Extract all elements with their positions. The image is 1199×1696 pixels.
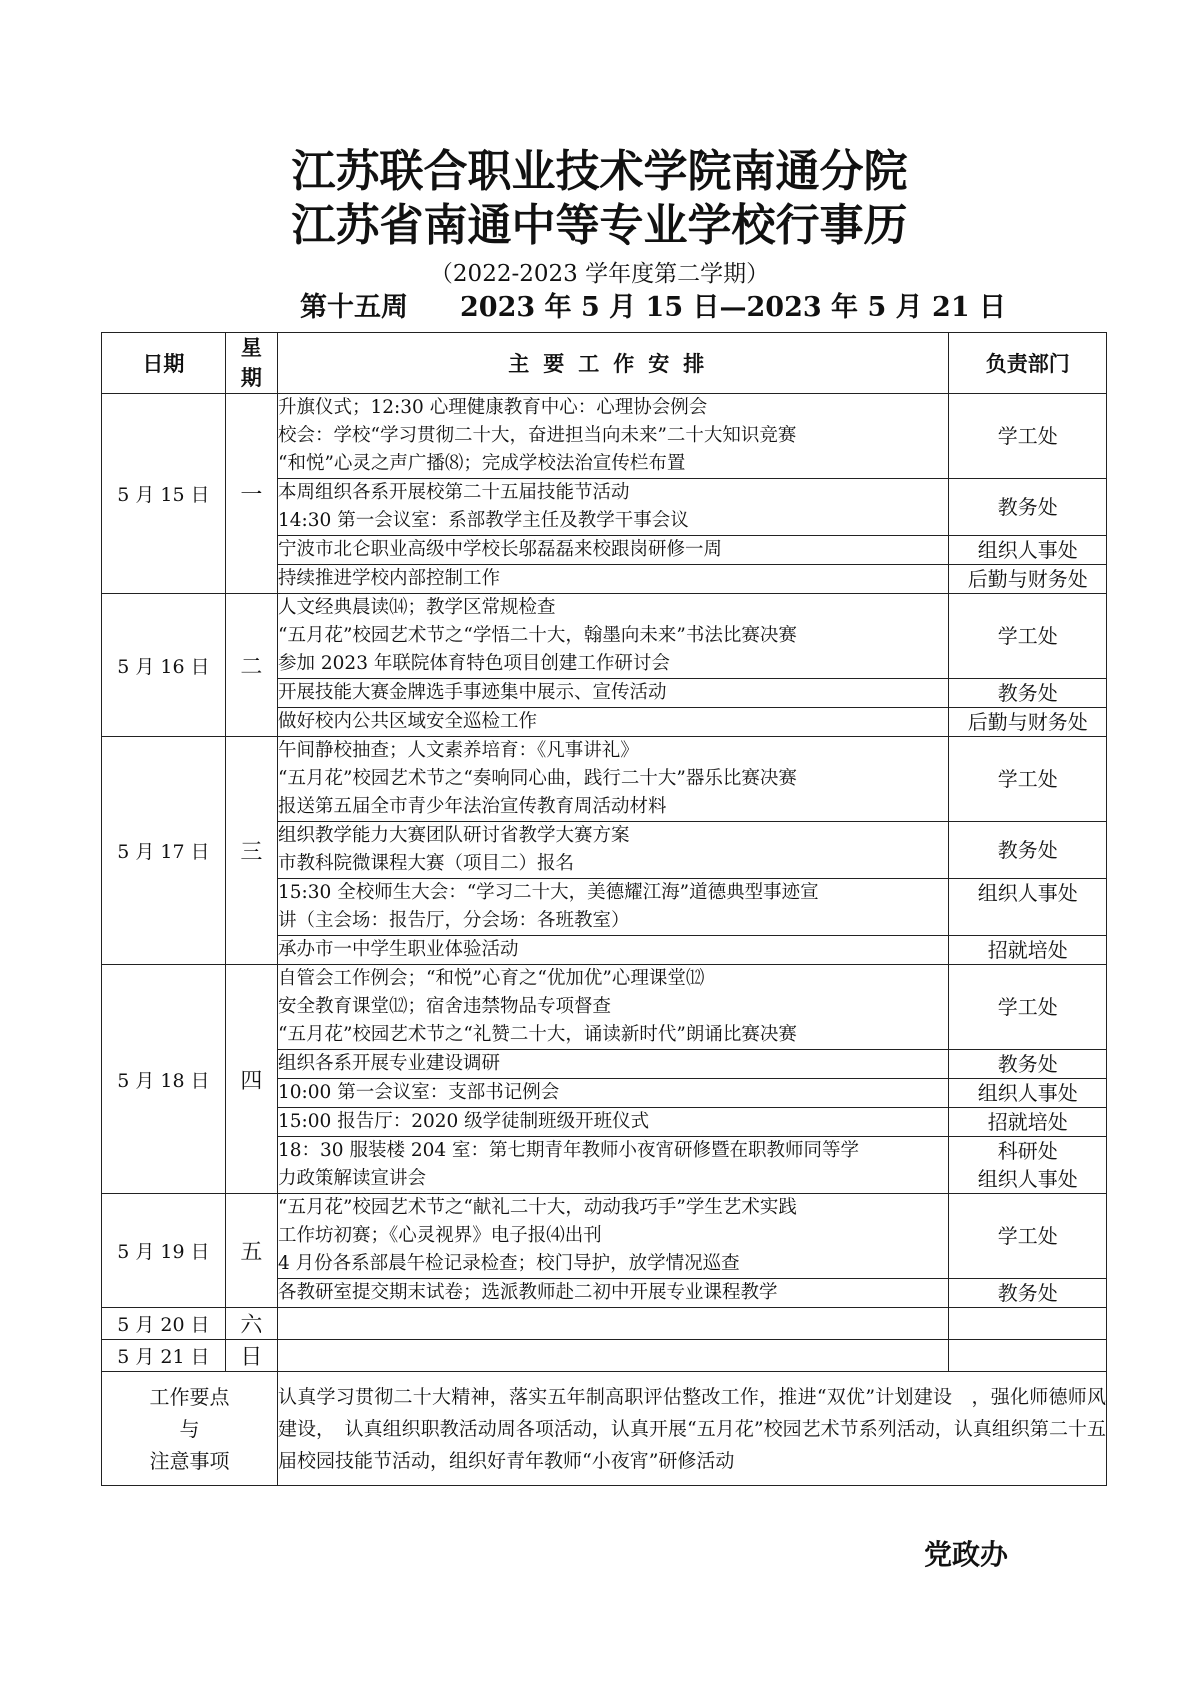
dept-cell	[949, 1108, 1107, 1137]
dept-name: 组织人事处	[977, 881, 1078, 905]
work-line: 18：30 服装楼 204 室：第七期青年教师小夜宵研修暨在职教师同等学	[278, 1140, 860, 1161]
work-line: 参加 2023 年联院体育特色项目创建工作研讨会	[278, 653, 670, 674]
table-row	[102, 965, 1107, 1050]
work-cell	[278, 965, 949, 1050]
work-line: 本周组织各系开展校第二十五届技能节活动	[278, 482, 630, 503]
dept-name: 教务处	[997, 681, 1058, 705]
notes-label-line: 与	[179, 1416, 200, 1441]
notes-row	[102, 1372, 1107, 1486]
notes-label-line: 注意事项	[149, 1448, 230, 1473]
date-range: 2023 年 5 月 15 日—2023 年 5 月 21 日	[460, 292, 1007, 323]
work-line: “和悦”心灵之声广播⑻；完成学校法治宣传栏布置	[278, 453, 686, 474]
date-cell: 5 月 19 日	[102, 1194, 226, 1308]
dept-cell	[949, 1340, 1107, 1372]
dept-name: 学工处	[997, 424, 1058, 448]
work-cell	[278, 822, 949, 879]
dept-cell	[949, 822, 1107, 879]
work-line: 10:00 第一会议室：支部书记例会	[278, 1082, 560, 1103]
work-line: 报送第五届全市青少年法治宣传教育周活动材料	[278, 796, 667, 817]
work-line: “五月花”校园艺术节之“奏响同心曲，践行二十大”器乐比赛决赛	[278, 768, 797, 789]
table-row	[102, 737, 1107, 822]
dept-cell	[949, 1194, 1107, 1279]
work-line: 市教科院微课程大赛（项目二）报名	[278, 853, 575, 874]
dept-name: 组织人事处	[977, 538, 1078, 562]
work-cell	[278, 1194, 949, 1279]
work-line: 15:00 报告厅：2020 级学徒制班级开班仪式	[278, 1111, 650, 1132]
work-line: 安全教育课堂⑿；宿舍违禁物品专项督查	[278, 996, 612, 1017]
dept-cell	[949, 879, 1107, 936]
dept-name: 后勤与财务处	[967, 710, 1088, 734]
dept-cell	[949, 536, 1107, 565]
dept-name: 组织人事处	[977, 1167, 1078, 1191]
weekday-cell: 二	[225, 594, 277, 737]
dept-cell	[949, 1279, 1107, 1308]
work-line: 校会：学校“学习贯彻二十大，奋进担当向未来”二十大知识竞赛	[278, 425, 797, 446]
dept-cell	[949, 679, 1107, 708]
page-title-secondary: 江苏省南通中等专业学校行事历	[291, 200, 908, 251]
dept-cell	[949, 1308, 1107, 1340]
work-cell	[278, 536, 949, 565]
work-cell	[278, 565, 949, 594]
table-row	[102, 1340, 1107, 1372]
work-cell	[278, 737, 949, 822]
dept-name: 招就培处	[987, 1110, 1068, 1134]
work-cell	[278, 708, 949, 737]
date-cell: 5 月 20 日	[102, 1308, 226, 1340]
dept-name: 后勤与财务处	[967, 567, 1088, 591]
work-line: 自管会工作例会；“和悦”心育之“优加优”心理课堂⑿	[278, 968, 705, 989]
work-line: 承办市一中学生职业体验活动	[278, 939, 519, 960]
page-title: 江苏联合职业技术学院南通分院	[291, 146, 908, 197]
work-cell	[278, 394, 949, 479]
header-weekday: 星 期	[225, 333, 277, 394]
work-cell	[278, 679, 949, 708]
work-cell	[278, 1108, 949, 1137]
work-line: 宁波市北仑职业高级中学校长邬磊磊来校跟岗研修一周	[278, 539, 723, 560]
work-line: 14:30 第一会议室：系部教学主任及教学干事会议	[278, 510, 689, 531]
work-line: 讲（主会场：报告厅，分会场：各班教室）	[278, 910, 630, 931]
work-line: 升旗仪式；12:30 心理健康教育中心：心理协会例会	[278, 397, 708, 418]
dept-name: 教务处	[997, 1052, 1058, 1076]
work-line: 人文经典晨读⒁；教学区常规检查	[278, 597, 556, 618]
work-cell	[278, 1340, 949, 1372]
work-cell	[278, 594, 949, 679]
work-cell	[278, 1308, 949, 1340]
work-line: 持续推进学校内部控制工作	[278, 568, 501, 589]
table-row	[102, 394, 1107, 479]
dept-cell	[949, 1050, 1107, 1079]
date-cell: 5 月 18 日	[102, 965, 226, 1194]
dept-cell	[949, 936, 1107, 965]
weekday-cell: 日	[225, 1340, 277, 1372]
dept-cell	[949, 708, 1107, 737]
dept-name: 教务处	[997, 495, 1058, 519]
weekday-cell: 四	[225, 965, 277, 1194]
dept-cell	[949, 594, 1107, 679]
work-line: “五月花”校园艺术节之“礼赞二十大，诵读新时代”朗诵比赛决赛	[278, 1024, 797, 1045]
week-label: 第十五周	[300, 292, 408, 323]
dept-cell	[949, 737, 1107, 822]
weekday-cell: 一	[225, 394, 277, 594]
work-cell	[278, 1050, 949, 1079]
header-row	[102, 333, 1107, 394]
dept-name: 组织人事处	[977, 1081, 1078, 1105]
work-line: “五月花”校园艺术节之“学悟二十大，翰墨向未来”书法比赛决赛	[278, 625, 797, 646]
weekday-cell: 三	[225, 737, 277, 965]
work-line: 做好校内公共区域安全巡检工作	[278, 711, 538, 732]
dept-name: 科研处	[997, 1139, 1058, 1163]
dept-cell	[949, 565, 1107, 594]
week-line	[300, 285, 1006, 324]
dept-name: 学工处	[997, 1224, 1058, 1248]
dept-name: 学工处	[997, 767, 1058, 791]
date-cell: 5 月 15 日	[102, 394, 226, 594]
date-cell: 5 月 21 日	[102, 1340, 226, 1372]
dept-name: 学工处	[997, 995, 1058, 1019]
work-cell	[278, 1279, 949, 1308]
work-line: 组织教学能力大赛团队研讨省教学大赛方案	[278, 825, 630, 846]
work-line: 各教研室提交期末试卷；选派教师赴二初中开展专业课程教学	[278, 1282, 778, 1303]
work-cell	[278, 1137, 949, 1194]
header-work: 主要工作安排	[278, 333, 949, 394]
semester-subtitle: （2022-2023 学年度第二学期）	[429, 261, 770, 287]
work-line: 开展技能大赛金牌选手事迹集中展示、宣传活动	[278, 682, 667, 703]
signature: 党政办	[924, 1538, 1009, 1571]
work-line: 工作坊初赛；《心灵视界》电子报⑷出刊	[278, 1225, 602, 1246]
work-line: 午间静校抽查；人文素养培育：《凡事讲礼》	[278, 740, 639, 761]
date-cell: 5 月 16 日	[102, 594, 226, 737]
dept-cell	[949, 394, 1107, 479]
dept-name: 学工处	[997, 624, 1058, 648]
work-line: 组织各系开展专业建设调研	[278, 1053, 501, 1074]
work-line: 15:30 全校师生大会：“学习二十大，美德耀江海”道德典型事迹宣	[278, 882, 819, 903]
work-line: “五月花”校园艺术节之“献礼二十大，动动我巧手”学生艺术实践	[278, 1197, 797, 1218]
dept-cell	[949, 479, 1107, 536]
header-dept: 负责部门	[949, 333, 1107, 394]
work-line: 4 月份各系部晨午检记录检查；校门导护，放学情况巡查	[278, 1253, 740, 1274]
header-date: 日期	[102, 333, 226, 394]
date-cell: 5 月 17 日	[102, 737, 226, 965]
dept-cell	[949, 965, 1107, 1050]
notes-label	[102, 1372, 278, 1486]
work-line: 力政策解读宣讲会	[278, 1168, 427, 1189]
dept-cell	[949, 1079, 1107, 1108]
work-cell	[278, 1079, 949, 1108]
weekday-cell: 六	[225, 1308, 277, 1340]
work-cell	[278, 936, 949, 965]
work-cell	[278, 879, 949, 936]
notes-label-line: 工作要点	[149, 1384, 230, 1409]
table-row	[102, 1194, 1107, 1279]
schedule-table	[101, 332, 1107, 1486]
dept-name: 招就培处	[987, 938, 1068, 962]
dept-name: 教务处	[997, 1281, 1058, 1305]
work-cell	[278, 479, 949, 536]
notes-text: 认真学习贯彻二十大精神，落实五年制高职评估整改工作，推进“双优”计划建设 ，强化师德师风建设， 认真组织职教活动周各项活动，认真开展“五月花”校园艺术节系列活动，认真组织第二十五届校园技能节活动，组织好青年教师“小夜宵”研修活动	[278, 1372, 1107, 1486]
weekday-cell: 五	[225, 1194, 277, 1308]
table-row	[102, 594, 1107, 679]
dept-cell	[949, 1137, 1107, 1194]
table-row	[102, 1308, 1107, 1340]
dept-name: 教务处	[997, 838, 1058, 862]
